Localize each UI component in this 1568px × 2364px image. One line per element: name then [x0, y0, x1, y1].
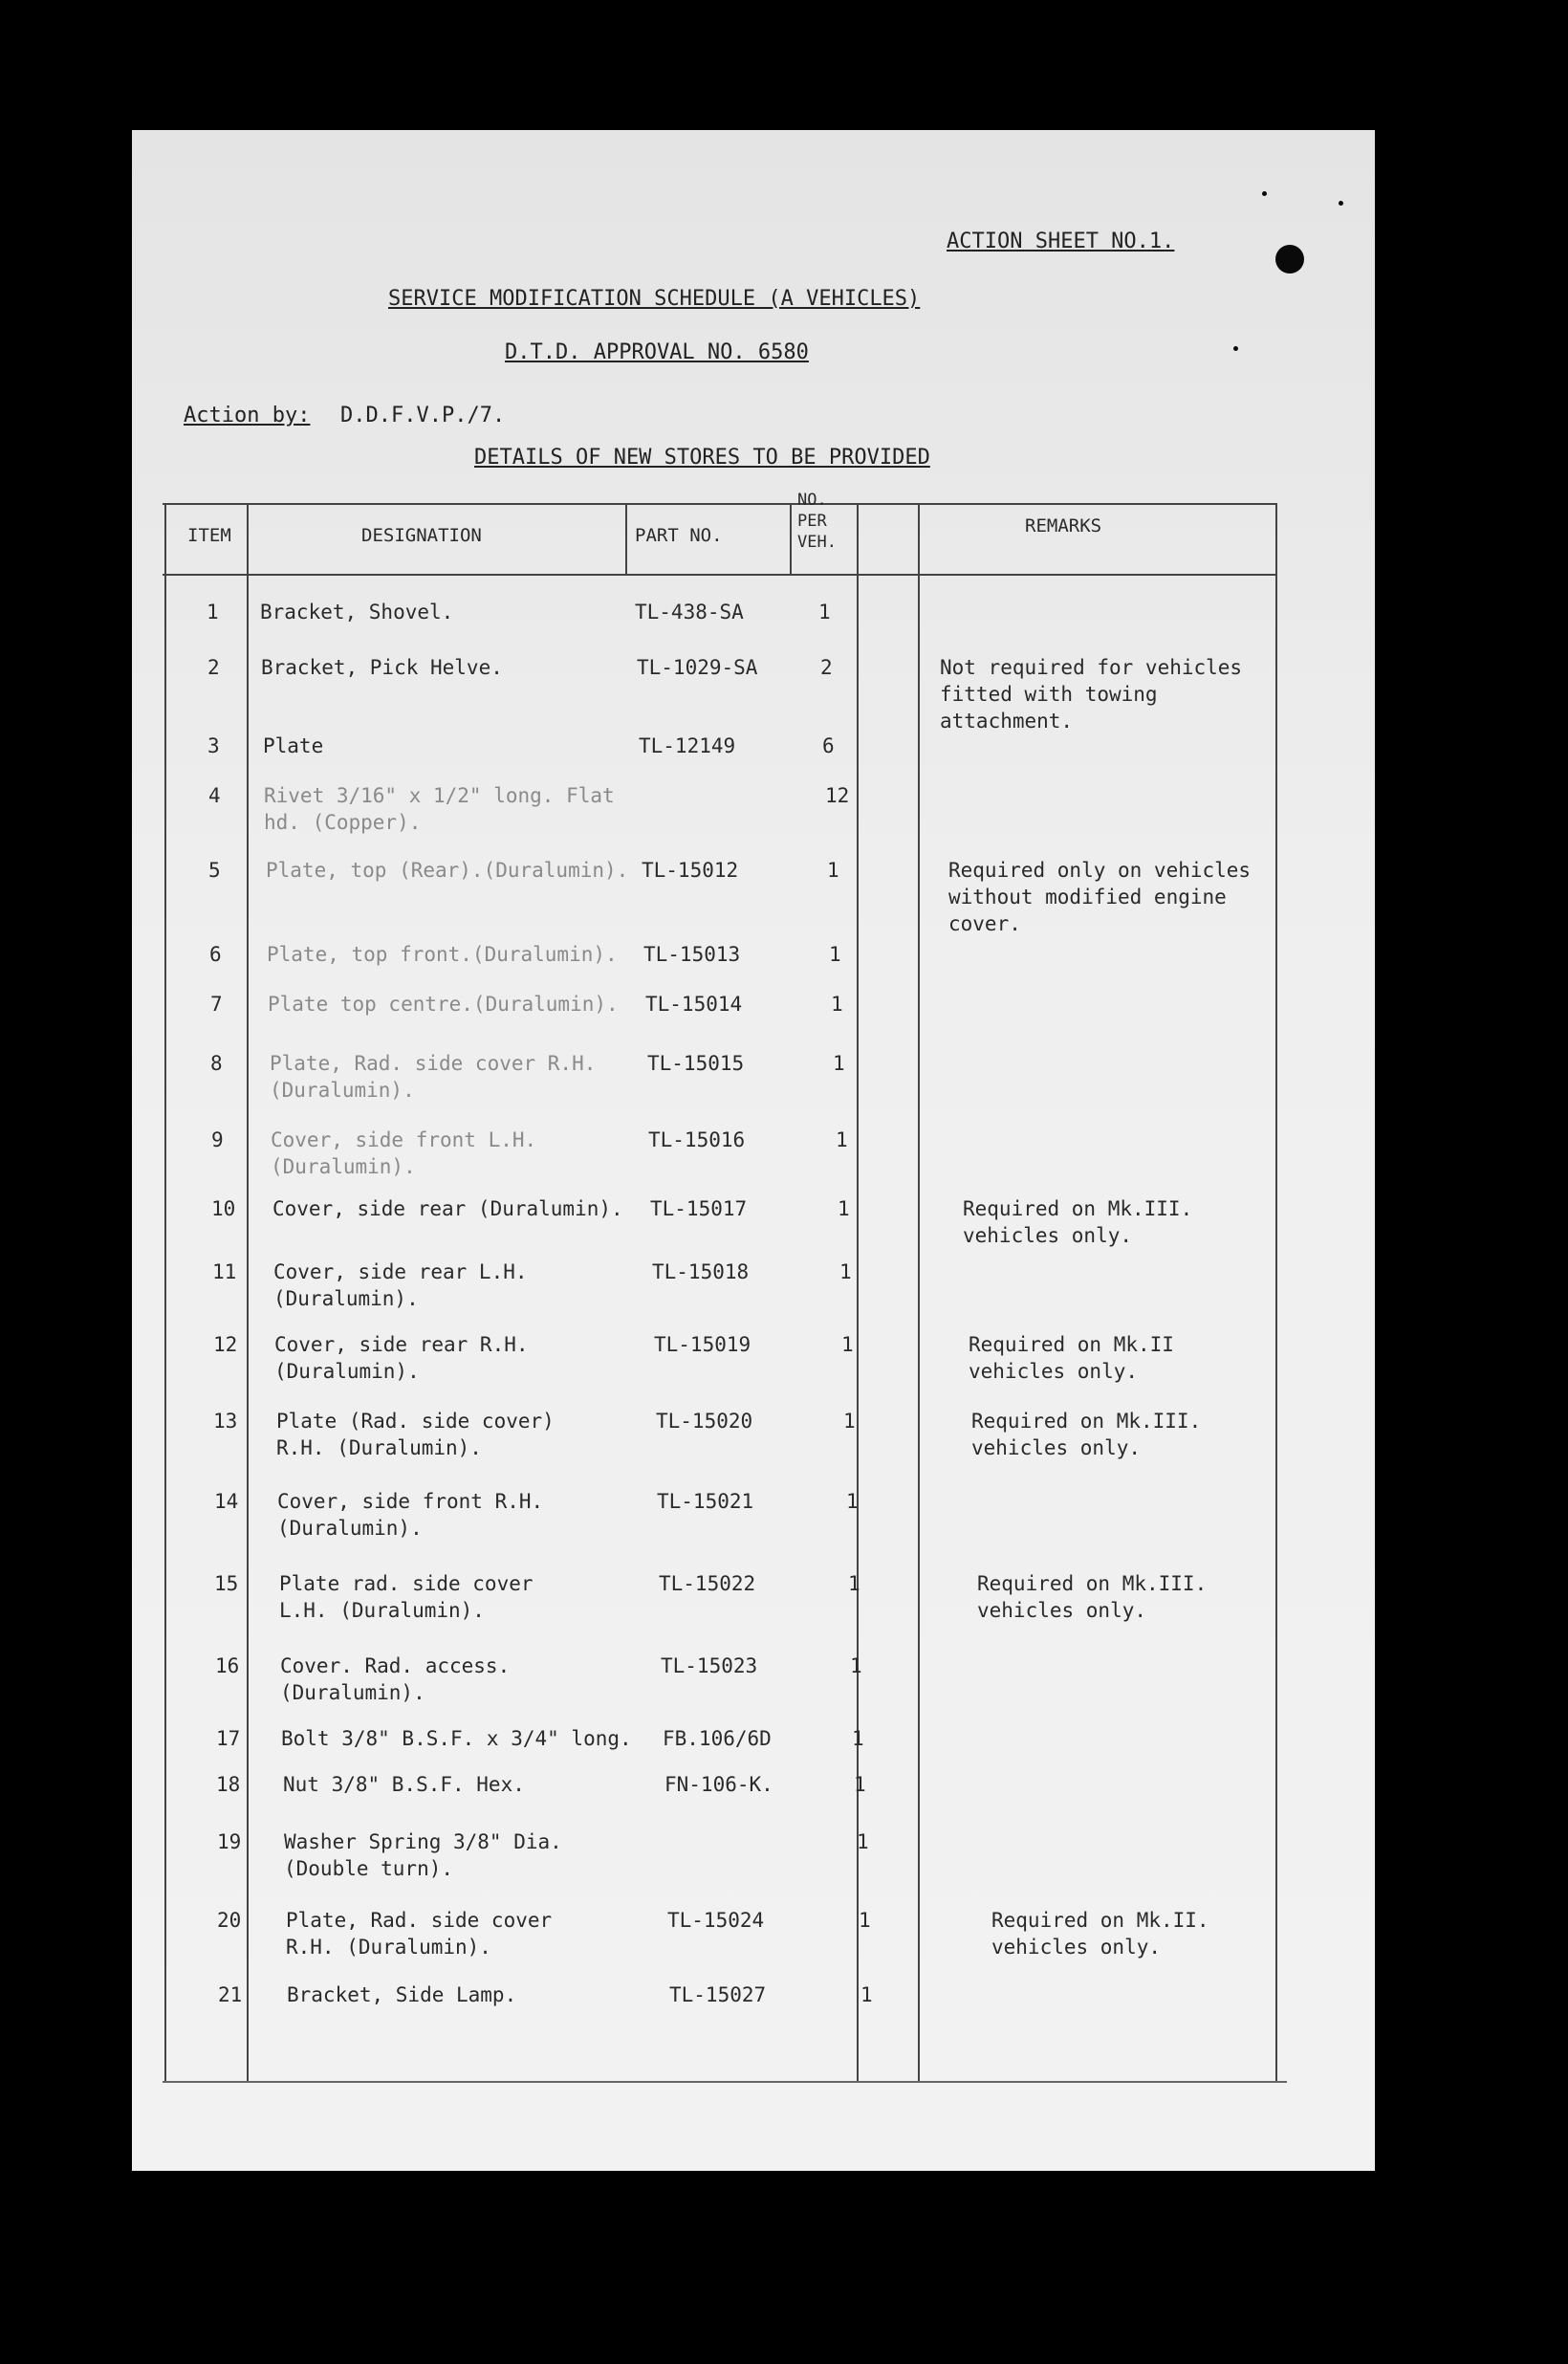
designation-cell: Plate — [263, 734, 324, 757]
quantity-cell: 2 — [820, 656, 833, 679]
part-number-cell: TL-15024 — [667, 1909, 765, 1932]
quantity-cell: 1 — [827, 859, 839, 882]
item-number: 18 — [216, 1773, 241, 1796]
part-number-cell: TL-15022 — [659, 1572, 756, 1595]
column-header-item: ITEM — [187, 525, 231, 546]
item-number: 1 — [207, 601, 219, 624]
quantity-cell: 1 — [859, 1909, 871, 1932]
designation-cell: Bracket, Side Lamp. — [287, 1983, 517, 2006]
quantity-cell: 1 — [852, 1727, 864, 1750]
designation-cell: Plate, Rad. side cover R.H. (Duralumin). — [286, 1909, 553, 1959]
quantity-cell: 1 — [833, 1052, 845, 1075]
designation-cell: Cover. Rad. access. (Duralumin). — [280, 1654, 511, 1704]
remarks-cell: Required only on vehicles without modified engine cover. — [948, 859, 1252, 935]
part-number-cell: TL-15015 — [647, 1052, 745, 1075]
part-number-cell: FN-106-K. — [664, 1773, 773, 1796]
item-number: 9 — [211, 1128, 224, 1151]
item-number: 13 — [213, 1410, 238, 1433]
item-number: 6 — [209, 943, 222, 966]
item-number: 17 — [216, 1727, 241, 1750]
column-header-remarks: REMARKS — [1025, 515, 1102, 536]
quantity-cell: 1 — [836, 1128, 848, 1151]
designation-cell: Plate (Rad. side cover) R.H. (Duralumin). — [276, 1410, 555, 1459]
quantity-cell: 12 — [825, 784, 850, 807]
details-heading: DETAILS OF NEW STORES TO BE PROVIDED — [474, 446, 930, 470]
item-number: 3 — [207, 734, 220, 757]
quantity-cell: 1 — [854, 1773, 866, 1796]
action-sheet-label: ACTION SHEET NO.1. — [947, 230, 1175, 253]
item-number: 14 — [214, 1490, 239, 1513]
part-number-cell: TL-15012 — [642, 859, 739, 882]
speck — [1262, 191, 1267, 196]
item-number: 20 — [217, 1909, 242, 1932]
item-number: 4 — [208, 784, 221, 807]
action-by-value: D.D.F.V.P./7. — [340, 404, 506, 427]
part-number-cell: TL-15027 — [669, 1983, 767, 2006]
quantity-cell: 1 — [841, 1333, 854, 1356]
remarks-cell: Required on Mk.II vehicles only. — [969, 1333, 1174, 1383]
designation-cell: Plate rad. side cover L.H. (Duralumin). — [279, 1572, 534, 1622]
item-number: 5 — [208, 859, 221, 882]
item-number: 2 — [207, 656, 220, 679]
part-number-cell: TL-15021 — [657, 1490, 754, 1513]
part-number-cell: TL-15014 — [645, 993, 743, 1016]
quantity-cell: 1 — [831, 993, 843, 1016]
designation-cell: Plate, Rad. side cover R.H. (Duralumin). — [270, 1052, 597, 1102]
part-number-cell: TL-15018 — [652, 1260, 750, 1283]
part-number-cell: TL-438-SA — [635, 601, 744, 624]
designation-cell: Cover, side rear R.H. (Duralumin). — [274, 1333, 529, 1383]
part-number-cell: TL-15013 — [643, 943, 741, 966]
designation-cell: Washer Spring 3/8" Dia. (Double turn). — [284, 1830, 562, 1880]
designation-cell: Bolt 3/8" B.S.F. x 3/4" long. — [281, 1727, 632, 1750]
part-number-cell: TL-15023 — [661, 1654, 758, 1677]
part-number-cell: TL-15016 — [648, 1128, 746, 1151]
punch-hole — [1275, 245, 1304, 274]
item-number: 10 — [211, 1197, 236, 1220]
item-number: 19 — [217, 1830, 242, 1853]
part-number-cell: FB.106/6D — [663, 1727, 772, 1750]
speck — [1339, 201, 1343, 206]
remarks-cell: Required on Mk.III. vehicles only. — [963, 1197, 1193, 1247]
action-by-label: Action by: — [184, 404, 311, 427]
part-number-cell: TL-12149 — [639, 734, 736, 757]
document-title: SERVICE MODIFICATION SCHEDULE (A VEHICLES) — [388, 287, 921, 311]
designation-cell: Bracket, Shovel. — [260, 601, 454, 624]
quantity-cell: 1 — [818, 601, 831, 624]
designation-cell: Nut 3/8" B.S.F. Hex. — [283, 1773, 525, 1796]
quantity-cell: 6 — [822, 734, 835, 757]
item-number: 15 — [214, 1572, 239, 1595]
designation-cell: Cover, side rear (Duralumin). — [272, 1197, 623, 1220]
designation-cell: Plate top centre.(Duralumin). — [268, 993, 619, 1016]
part-number-cell: TL-15019 — [654, 1333, 751, 1356]
quantity-cell: 1 — [829, 943, 841, 966]
item-number: 21 — [218, 1983, 243, 2006]
quantity-cell: 1 — [846, 1490, 859, 1513]
item-number: 11 — [212, 1260, 237, 1283]
quantity-cell: 1 — [838, 1197, 850, 1220]
designation-cell: Cover, side front R.H. (Duralumin). — [277, 1490, 544, 1540]
designation-cell: Cover, side front L.H. (Duralumin). — [271, 1128, 537, 1178]
designation-cell: Bracket, Pick Helve. — [261, 656, 503, 679]
remarks-cell: Required on Mk.III. vehicles only. — [971, 1410, 1202, 1459]
column-header-no-per-veh: NO. PER VEH. — [797, 491, 837, 552]
part-number-cell: TL-15017 — [650, 1197, 748, 1220]
quantity-cell: 1 — [857, 1830, 869, 1853]
designation-cell: Plate, top (Rear).(Duralumin). — [266, 859, 629, 882]
part-number-cell: TL-15020 — [656, 1410, 753, 1433]
remarks-cell: Required on Mk.II. vehicles only. — [991, 1909, 1209, 1959]
approval-number: D.T.D. APPROVAL NO. 6580 — [505, 340, 809, 364]
item-number: 12 — [213, 1333, 238, 1356]
quantity-cell: 1 — [850, 1654, 862, 1677]
item-number: 16 — [215, 1654, 240, 1677]
quantity-cell: 1 — [839, 1260, 852, 1283]
designation-cell: Rivet 3/16" x 1/2" long. Flat hd. (Copper). — [264, 784, 615, 834]
column-header-part-no: PART NO. — [635, 525, 723, 546]
remarks-cell: Required on Mk.III. vehicles only. — [977, 1572, 1208, 1622]
quantity-cell: 1 — [860, 1983, 873, 2006]
item-number: 7 — [210, 993, 223, 1016]
designation-cell: Plate, top front.(Duralumin). — [267, 943, 618, 966]
column-header-designation: DESIGNATION — [361, 525, 482, 546]
item-number: 8 — [210, 1052, 223, 1075]
quantity-cell: 1 — [848, 1572, 860, 1595]
part-number-cell: TL-1029-SA — [637, 656, 758, 679]
quantity-cell: 1 — [843, 1410, 856, 1433]
designation-cell: Cover, side rear L.H. (Duralumin). — [273, 1260, 528, 1310]
speck — [1233, 346, 1238, 351]
remarks-cell: Not required for vehicles fitted with towing attachment. — [940, 656, 1243, 733]
